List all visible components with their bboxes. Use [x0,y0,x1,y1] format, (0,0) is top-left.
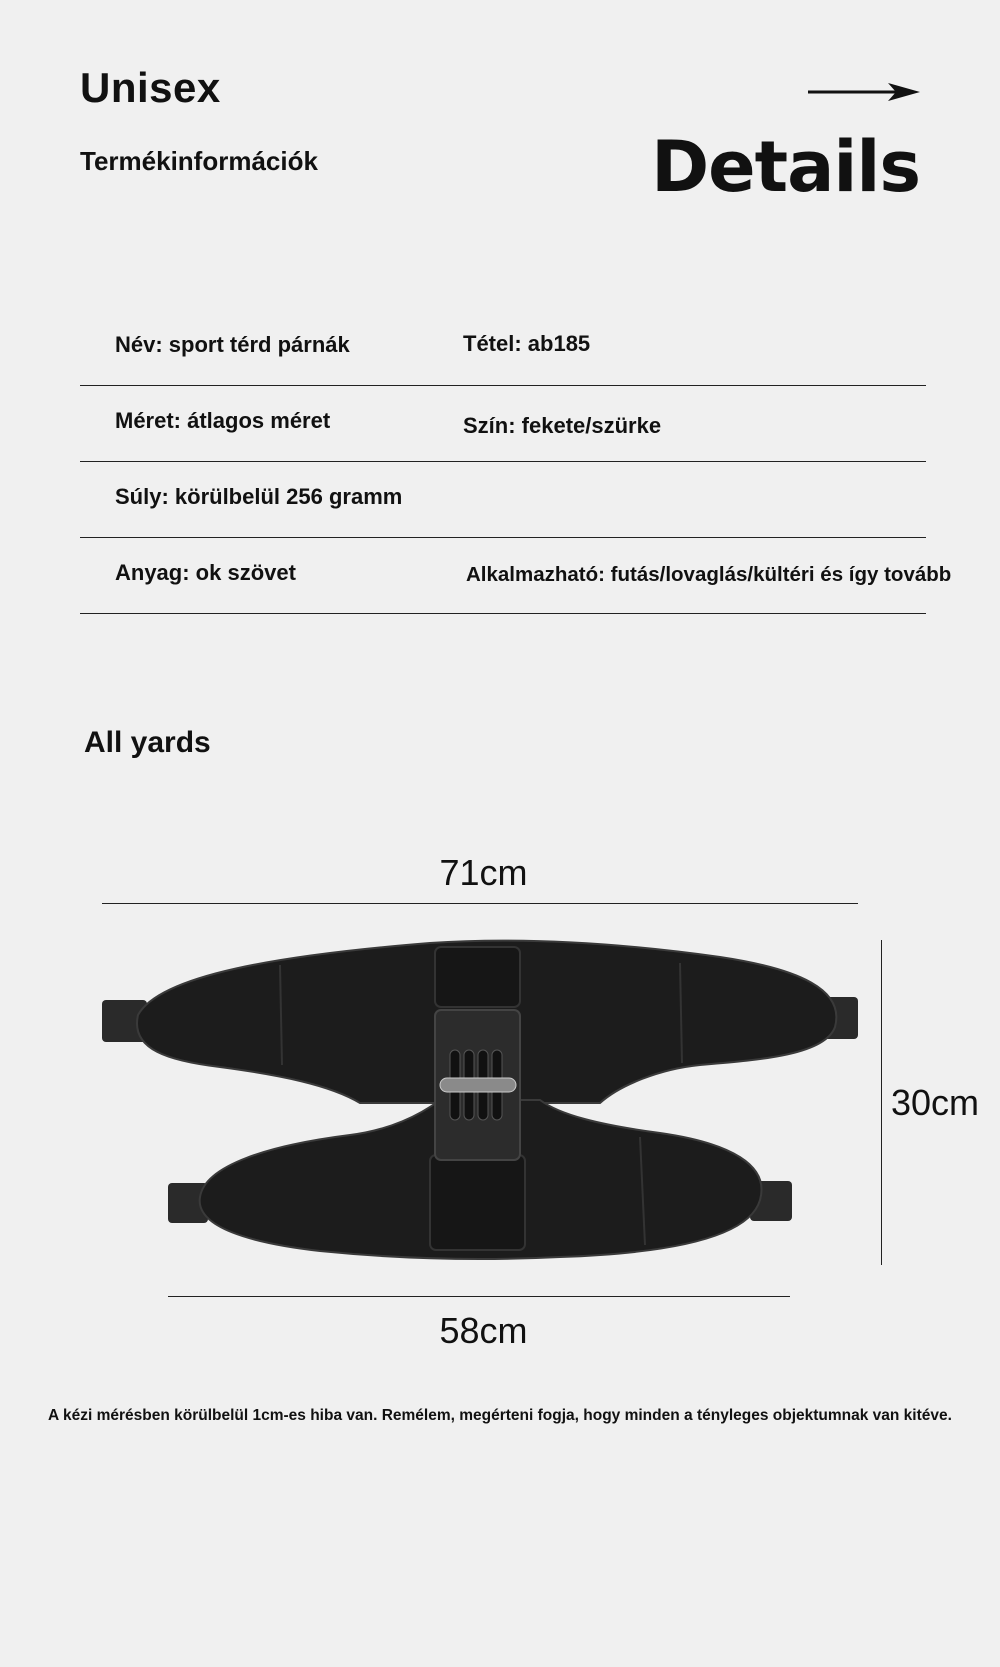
info-weight: Súly: körülbelül 256 gramm [115,484,403,509]
info-item: Tétel: ab185 [463,331,591,356]
info-size: Méret: átlagos méret [115,408,331,433]
dimension-line-top [102,903,858,904]
table-divider [80,537,926,538]
info-color: Szín: fekete/szürke [463,413,662,438]
table-divider [80,613,926,614]
info-name: Név: sport térd párnák [115,332,350,357]
table-divider [80,461,926,462]
info-material: Anyag: ok szövet [115,560,296,585]
info-usage: Alkalmazható: futás/lovaglás/kültéri és így tovább [466,563,952,586]
page-subtitle: Termékinformációk [80,146,318,176]
page-title: Unisex [80,64,221,111]
table-divider [80,385,926,386]
section-title: All yards [84,726,211,759]
arrow-right-icon [808,80,920,104]
knee-brace-image [100,935,860,1275]
dimension-line-bottom [168,1296,790,1297]
dimension-line-height [881,940,882,1265]
measurement-note: A kézi mérésben körülbelül 1cm-es hiba van. Remélem, megérteni fogja, hogy minden a tényleges objektumnak van kitéve. [48,1407,952,1424]
dimension-height: 30cm [891,1082,980,1123]
dimension-bottom-width: 58cm [439,1310,528,1351]
dimension-top-width: 71cm [439,852,528,893]
details-heading: Details [651,126,920,208]
